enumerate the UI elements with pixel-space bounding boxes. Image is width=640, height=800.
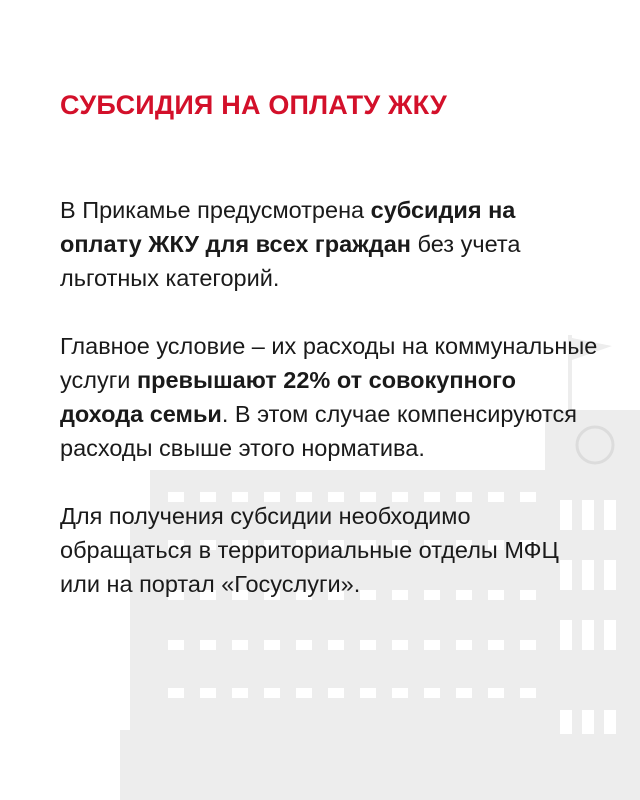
paragraph-intro: [60, 193, 600, 295]
paragraph-howto: Для получения субсидии необходимо обращаться в территориальные отделы МФЦ или на портал «Госуслуги».: [60, 503, 559, 597]
condition-text-bold: превышают 22% от совокупного дохода семьи: [60, 367, 516, 427]
content-card: [60, 88, 600, 601]
intro-text-end: без учета льготных категорий.: [60, 231, 521, 291]
condition-text-end: . В этом случае компенсируются расходы свыше этого норматива.: [60, 401, 578, 461]
condition-text-start: Главное условие – их расходы на коммунальные услуги: [60, 333, 598, 393]
intro-text-bold: субсидия на оплату ЖКУ для всех граждан: [60, 197, 516, 257]
page-title: СУБСИДИЯ НА ОПЛАТУ ЖКУ: [60, 90, 447, 120]
paragraph-condition: [60, 329, 600, 465]
intro-text-start: В Прикамье предусмотрена: [60, 197, 371, 223]
